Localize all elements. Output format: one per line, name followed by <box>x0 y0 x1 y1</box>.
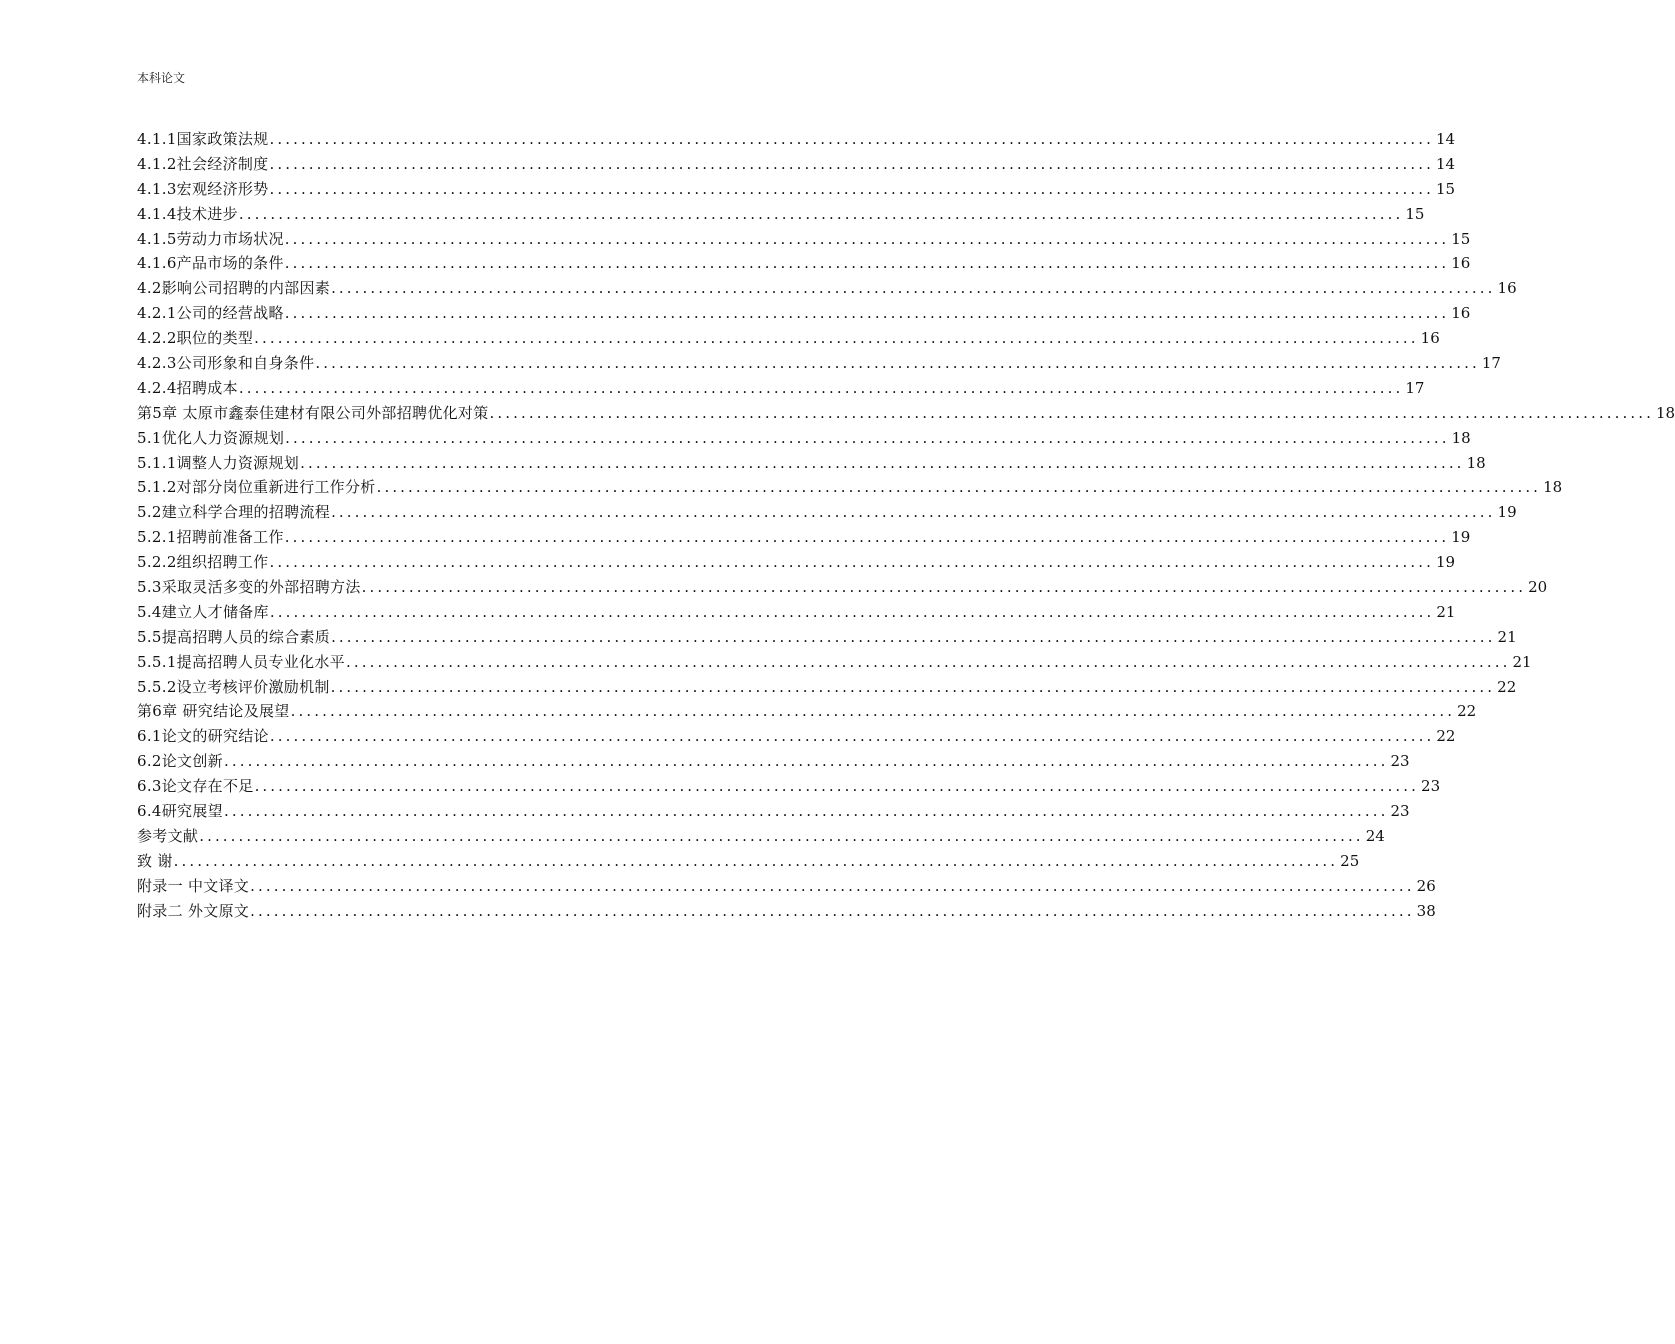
toc-leader-dots: .................................................................................................................................................... <box>331 627 1496 646</box>
toc-entry-title: 附录一 中文译文 <box>137 876 250 895</box>
toc-entry[interactable] <box>137 749 1410 774</box>
toc-entry-title: 第6章 研究结论及展望 <box>137 702 290 721</box>
toc-entry-title: 6.1论文的研究结论 <box>137 727 269 746</box>
toc-leader-dots: .................................................................................................................................................... <box>284 229 1450 248</box>
toc-entry-page: 15 <box>1405 204 1425 223</box>
toc-entry[interactable] <box>137 152 1456 177</box>
toc-entry[interactable] <box>137 625 1517 650</box>
toc-entry-title: 5.5.2设立考核评价激励机制 <box>137 677 330 696</box>
toc-entry-page: 18 <box>1543 478 1563 497</box>
toc-entry[interactable] <box>137 899 1436 924</box>
toc-entry[interactable] <box>137 351 1501 376</box>
toc-entry-page: 22 <box>1436 727 1456 746</box>
toc-entry[interactable] <box>137 326 1440 351</box>
toc-entry-page: 21 <box>1512 652 1532 671</box>
toc-entry-title: 5.1.2对部分岗位重新进行工作分析 <box>137 478 376 497</box>
toc-entry[interactable] <box>137 127 1456 152</box>
toc-entry-page: 15 <box>1435 179 1456 198</box>
toc-entry-page: 21 <box>1497 627 1517 646</box>
toc-entry-page: 14 <box>1435 130 1456 148</box>
toc-leader-dots: .................................................................................................................................................... <box>290 702 1456 721</box>
toc-leader-dots: .................................................................................................................................................... <box>345 652 1511 671</box>
toc-entry-title: 5.2.2组织招聘工作 <box>137 553 269 572</box>
toc-leader-dots: .................................................................................................................................................... <box>254 329 1419 348</box>
toc-entry-title: 4.2影响公司招聘的内部因素 <box>137 279 331 298</box>
toc-entry-title: 4.2.3公司形象和自身条件 <box>137 354 315 373</box>
toc-entry[interactable] <box>137 600 1456 625</box>
toc-entry-title: 6.4研究展望 <box>137 802 223 821</box>
toc-entry-page: 22 <box>1457 702 1477 721</box>
toc-leader-dots: .................................................................................................................................................... <box>173 851 1339 870</box>
toc-entry-title: 致 谢 <box>137 851 173 870</box>
toc-leader-dots: .................................................................................................................................................... <box>300 453 1465 472</box>
toc-entry-page: 26 <box>1416 876 1436 895</box>
toc-leader-dots: .................................................................................................................................................... <box>238 378 1404 397</box>
toc-leader-dots: .................................................................................................................................................... <box>361 578 1527 597</box>
toc-entry[interactable] <box>137 799 1410 824</box>
toc-entry-title: 6.2论文创新 <box>137 752 223 771</box>
toc-entry-page: 18 <box>1656 403 1675 422</box>
toc-entry-title: 4.1.4技术进步 <box>137 204 238 223</box>
toc-entry-page: 19 <box>1497 503 1517 522</box>
toc-entry-title: 5.3采取灵活多变的外部招聘方法 <box>137 578 361 597</box>
toc-entry[interactable] <box>137 874 1436 899</box>
toc-leader-dots: .................................................................................................................................................... <box>284 304 1450 323</box>
toc-entry[interactable] <box>137 227 1471 252</box>
toc-entry[interactable] <box>137 699 1477 724</box>
toc-leader-dots: .................................................................................................................................................... <box>250 876 1415 895</box>
toc-leader-dots: .................................................................................................................................................... <box>223 802 1389 821</box>
toc-entry[interactable] <box>137 426 1471 451</box>
toc-entry-page: 14 <box>1435 154 1456 173</box>
toc-entry-page: 38 <box>1416 901 1436 920</box>
toc-leader-dots: .................................................................................................................................................... <box>331 279 1496 298</box>
toc-leader-dots: .................................................................................................................................................... <box>254 777 1420 796</box>
toc-entry[interactable] <box>137 451 1486 476</box>
toc-leader-dots: .................................................................................................................................................... <box>376 478 1542 497</box>
toc-leader-dots: .................................................................................................................................................... <box>269 179 1434 198</box>
toc-entry-page: 16 <box>1497 279 1517 298</box>
toc-leader-dots: .................................................................................................................................................... <box>250 901 1415 920</box>
toc-leader-dots: .................................................................................................................................................... <box>223 752 1389 771</box>
toc-entry[interactable] <box>137 650 1532 675</box>
toc-entry-page: 23 <box>1421 777 1441 796</box>
toc-entry-page: 16 <box>1451 254 1471 273</box>
toc-entry[interactable] <box>137 849 1360 874</box>
toc-entry-title: 4.1.1国家政策法规 <box>137 130 269 148</box>
toc-entry-page: 17 <box>1405 378 1425 397</box>
toc-entry-title: 第5章 太原市鑫泰佳建材有限公司外部招聘优化对策 <box>137 403 489 422</box>
toc-entry-page: 16 <box>1420 329 1440 348</box>
toc-entry-title: 4.1.3宏观经济形势 <box>137 179 269 198</box>
toc-entry-page: 19 <box>1451 528 1471 547</box>
toc-entry-title: 附录二 外文原文 <box>137 901 250 920</box>
toc-leader-dots: .................................................................................................................................................... <box>284 528 1450 547</box>
toc-entry-title: 5.2.1招聘前准备工作 <box>137 528 284 547</box>
toc-entry-title: 5.1.1调整人力资源规划 <box>137 453 300 472</box>
toc-entry[interactable] <box>137 575 1548 600</box>
toc-entry-title: 4.1.6产品市场的条件 <box>137 254 284 273</box>
table-of-contents <box>137 127 1675 924</box>
toc-leader-dots: .................................................................................................................................................... <box>269 727 1435 746</box>
toc-entry[interactable] <box>137 251 1471 276</box>
toc-entry-page: 20 <box>1528 578 1548 597</box>
toc-leader-dots: .................................................................................................................................................... <box>285 428 1450 447</box>
toc-entry[interactable] <box>137 675 1517 700</box>
toc-leader-dots: .................................................................................................................................................... <box>315 354 1480 373</box>
toc-entry[interactable] <box>137 202 1425 227</box>
toc-entry-page: 19 <box>1435 553 1456 572</box>
toc-entry-page: 17 <box>1481 354 1501 373</box>
toc-entry-title: 5.2建立科学合理的招聘流程 <box>137 503 331 522</box>
toc-leader-dots: .................................................................................................................................................... <box>199 826 1364 845</box>
toc-leader-dots: .................................................................................................................................................... <box>269 154 1434 173</box>
toc-leader-dots: .................................................................................................................................................... <box>269 130 1434 148</box>
toc-entry-page: 15 <box>1451 229 1471 248</box>
toc-entry-page: 23 <box>1390 802 1410 821</box>
toc-entry-page: 16 <box>1451 304 1471 323</box>
toc-leader-dots: .................................................................................................................................................... <box>330 677 1496 696</box>
toc-entry-title: 5.5提高招聘人员的综合素质 <box>137 627 331 646</box>
toc-entry-title: 4.2.2职位的类型 <box>137 329 254 348</box>
toc-entry[interactable] <box>137 525 1471 550</box>
toc-leader-dots: .................................................................................................................................................... <box>269 553 1434 572</box>
toc-entry-page: 23 <box>1390 752 1410 771</box>
toc-entry-page: 22 <box>1497 677 1517 696</box>
toc-entry-title: 5.5.1提高招聘人员专业化水平 <box>137 652 345 671</box>
toc-entry-title: 参考文献 <box>137 826 199 845</box>
toc-entry[interactable] <box>137 301 1471 326</box>
toc-entry-title: 4.2.4招聘成本 <box>137 378 238 397</box>
toc-entry[interactable] <box>137 177 1456 202</box>
toc-entry[interactable] <box>137 276 1517 301</box>
toc-entry-page: 25 <box>1340 851 1360 870</box>
toc-leader-dots: .................................................................................................................................................... <box>238 204 1404 223</box>
toc-entry-title: 4.1.5劳动力市场状况 <box>137 229 284 248</box>
toc-entry-title: 5.4建立人才储备库 <box>137 602 269 621</box>
toc-entry[interactable] <box>137 724 1456 749</box>
toc-entry-title: 5.1优化人力资源规划 <box>137 428 285 447</box>
toc-entry-page: 18 <box>1451 428 1471 447</box>
toc-entry-page: 18 <box>1466 453 1486 472</box>
toc-entry[interactable] <box>137 401 1675 426</box>
toc-entry[interactable] <box>137 500 1517 525</box>
toc-leader-dots: .................................................................................................................................................... <box>269 602 1435 621</box>
toc-entry[interactable] <box>137 774 1441 799</box>
toc-entry[interactable] <box>137 824 1385 849</box>
toc-leader-dots: .................................................................................................................................................... <box>489 403 1654 422</box>
toc-entry[interactable] <box>137 550 1456 575</box>
toc-entry-page: 24 <box>1365 826 1385 845</box>
toc-entry[interactable] <box>137 376 1425 401</box>
toc-entry-title: 4.1.2社会经济制度 <box>137 154 269 173</box>
toc-leader-dots: .................................................................................................................................................... <box>331 503 1496 522</box>
toc-entry-title: 4.2.1公司的经营战略 <box>137 304 284 323</box>
page-header: 本科论文 <box>137 71 186 85</box>
toc-entry-title: 6.3论文存在不足 <box>137 777 254 796</box>
toc-leader-dots: .................................................................................................................................................... <box>284 254 1450 273</box>
toc-entry-page: 21 <box>1436 602 1456 621</box>
toc-entry[interactable] <box>137 475 1563 500</box>
